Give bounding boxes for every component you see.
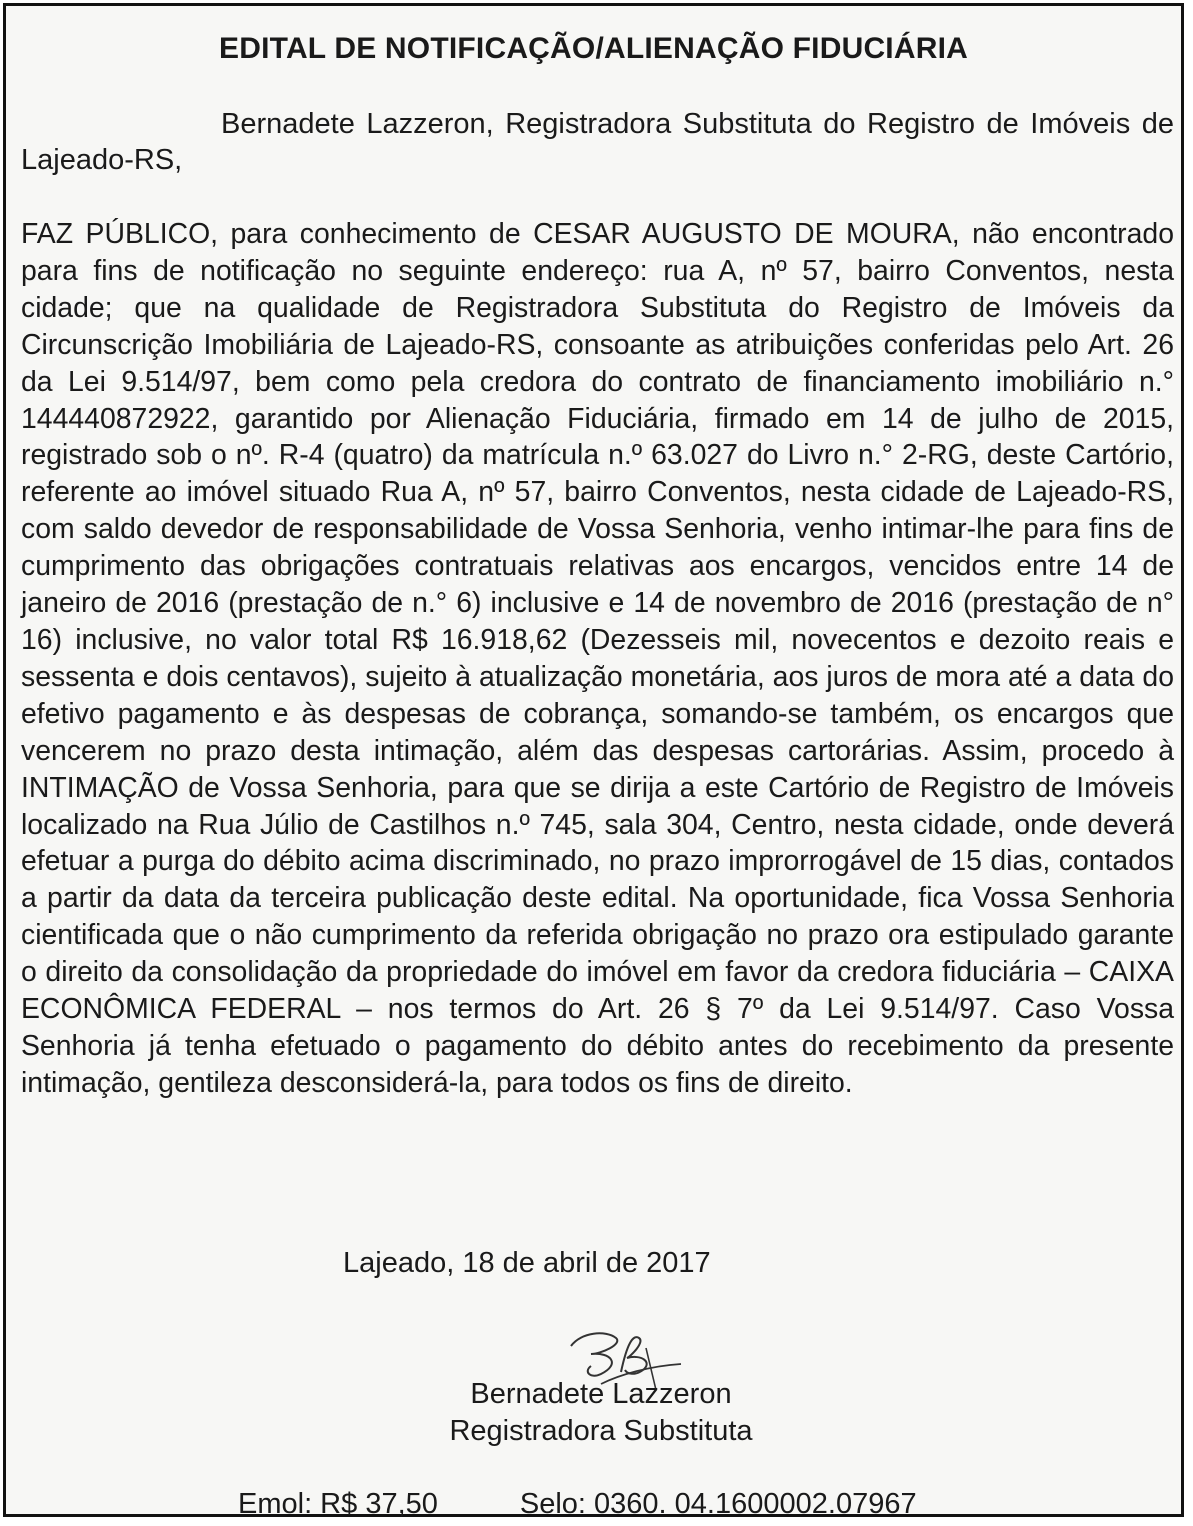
notice-document <box>3 3 1184 1520</box>
fees-line <box>238 1488 917 1521</box>
selo-number: Selo: 0360. 04.1600002.07967 <box>519 1488 917 1520</box>
place-date: Lajeado, 18 de abril de 2017 <box>343 1247 711 1279</box>
notice-body: FAZ PÚBLICO, para conhecimento de CESAR AUGUSTO DE MOURA, não encontrado para fins de notificação no seguinte endereço: rua A, nº 57, bairro Conventos, nesta cidade; que na qualidade de Registradora Substituta do Registro de Imóveis da Circunscrição Imobiliária de Lajeado-RS, consoante as atribuições conferidas pelo Art. 26 da Lei 9.514/97, bem como pela credora do contrato de financiamento imobiliário n.° 144440872922, garantido por Alienação Fiduciária, firmado em 14 de julho de 2015, registrado sob o nº. R-4 (quatro) da matrícula n.º 63.027 do Livro n.° 2-RG, deste Cartório, referente ao imóvel situado Rua A, nº 57, bairro Conventos, nesta cidade de Lajeado-RS, com saldo devedor de responsabilidade de Vossa Senhoria, venho intimar-lhe para fins de cumprimento das obrigações contratuais relativas aos encargos, vencidos entre 14 de janeiro de 2016 (prestação de n.° 6) inclusive e 14 de novembro de 2016 (prestação de n° 16) inclusive, no valor total R$ 16.918,62 (Dezesseis mil, novecentos e dezoito reais e sessenta e dois centavos), sujeito à atualização monetária, aos juros de mora até a data do efetivo pagamento e às despesas de cobrança, somando-se também, os encargos que vencerem no prazo desta intimação, além das despesas cartorárias. Assim, procedo à INTIMAÇÃO de Vossa Senhoria, para que se dirija a este Cartório de Registro de Imóveis localizado na Rua Júlio de Castilhos n.º 745, sala 304, Centro, nesta cidade, onde deverá efetuar a purga do débito acima discriminado, no prazo improrrogável de 15 dias, contados a partir da data da terceira publicação deste edital. Na oportunidade, fica Vossa Senhoria cientificada que o não cumprimento da referida obrigação no prazo ora estipulado garante o direito da consolidação da propriedade do imóvel em favor da credora fiduciária – CAIXA ECONÔMICA FEDERAL – nos termos do Art. 26 § 7º da Lei 9.514/97. Caso Vossa Senhoria já tenha efetuado o pagamento do débito antes do recebimento da presente intimação, gentileza desconsiderá-la, para todos os fins de direito. <box>21 218 1174 1099</box>
notice-title: EDITAL DE NOTIFICAÇÃO/ALIENAÇÃO FIDUCIÁRIA <box>219 32 968 65</box>
signer-name: Bernadete Lazzeron <box>470 1378 732 1410</box>
notice-intro: Bernadete Lazzeron, Registradora Substituta do Registro de Imóveis de Lajeado-RS, <box>21 108 1174 176</box>
signer-role: Registradora Substituta <box>449 1415 753 1447</box>
signature-block <box>426 1376 776 1450</box>
emol-fee: Emol: R$ 37,50 <box>238 1488 438 1520</box>
